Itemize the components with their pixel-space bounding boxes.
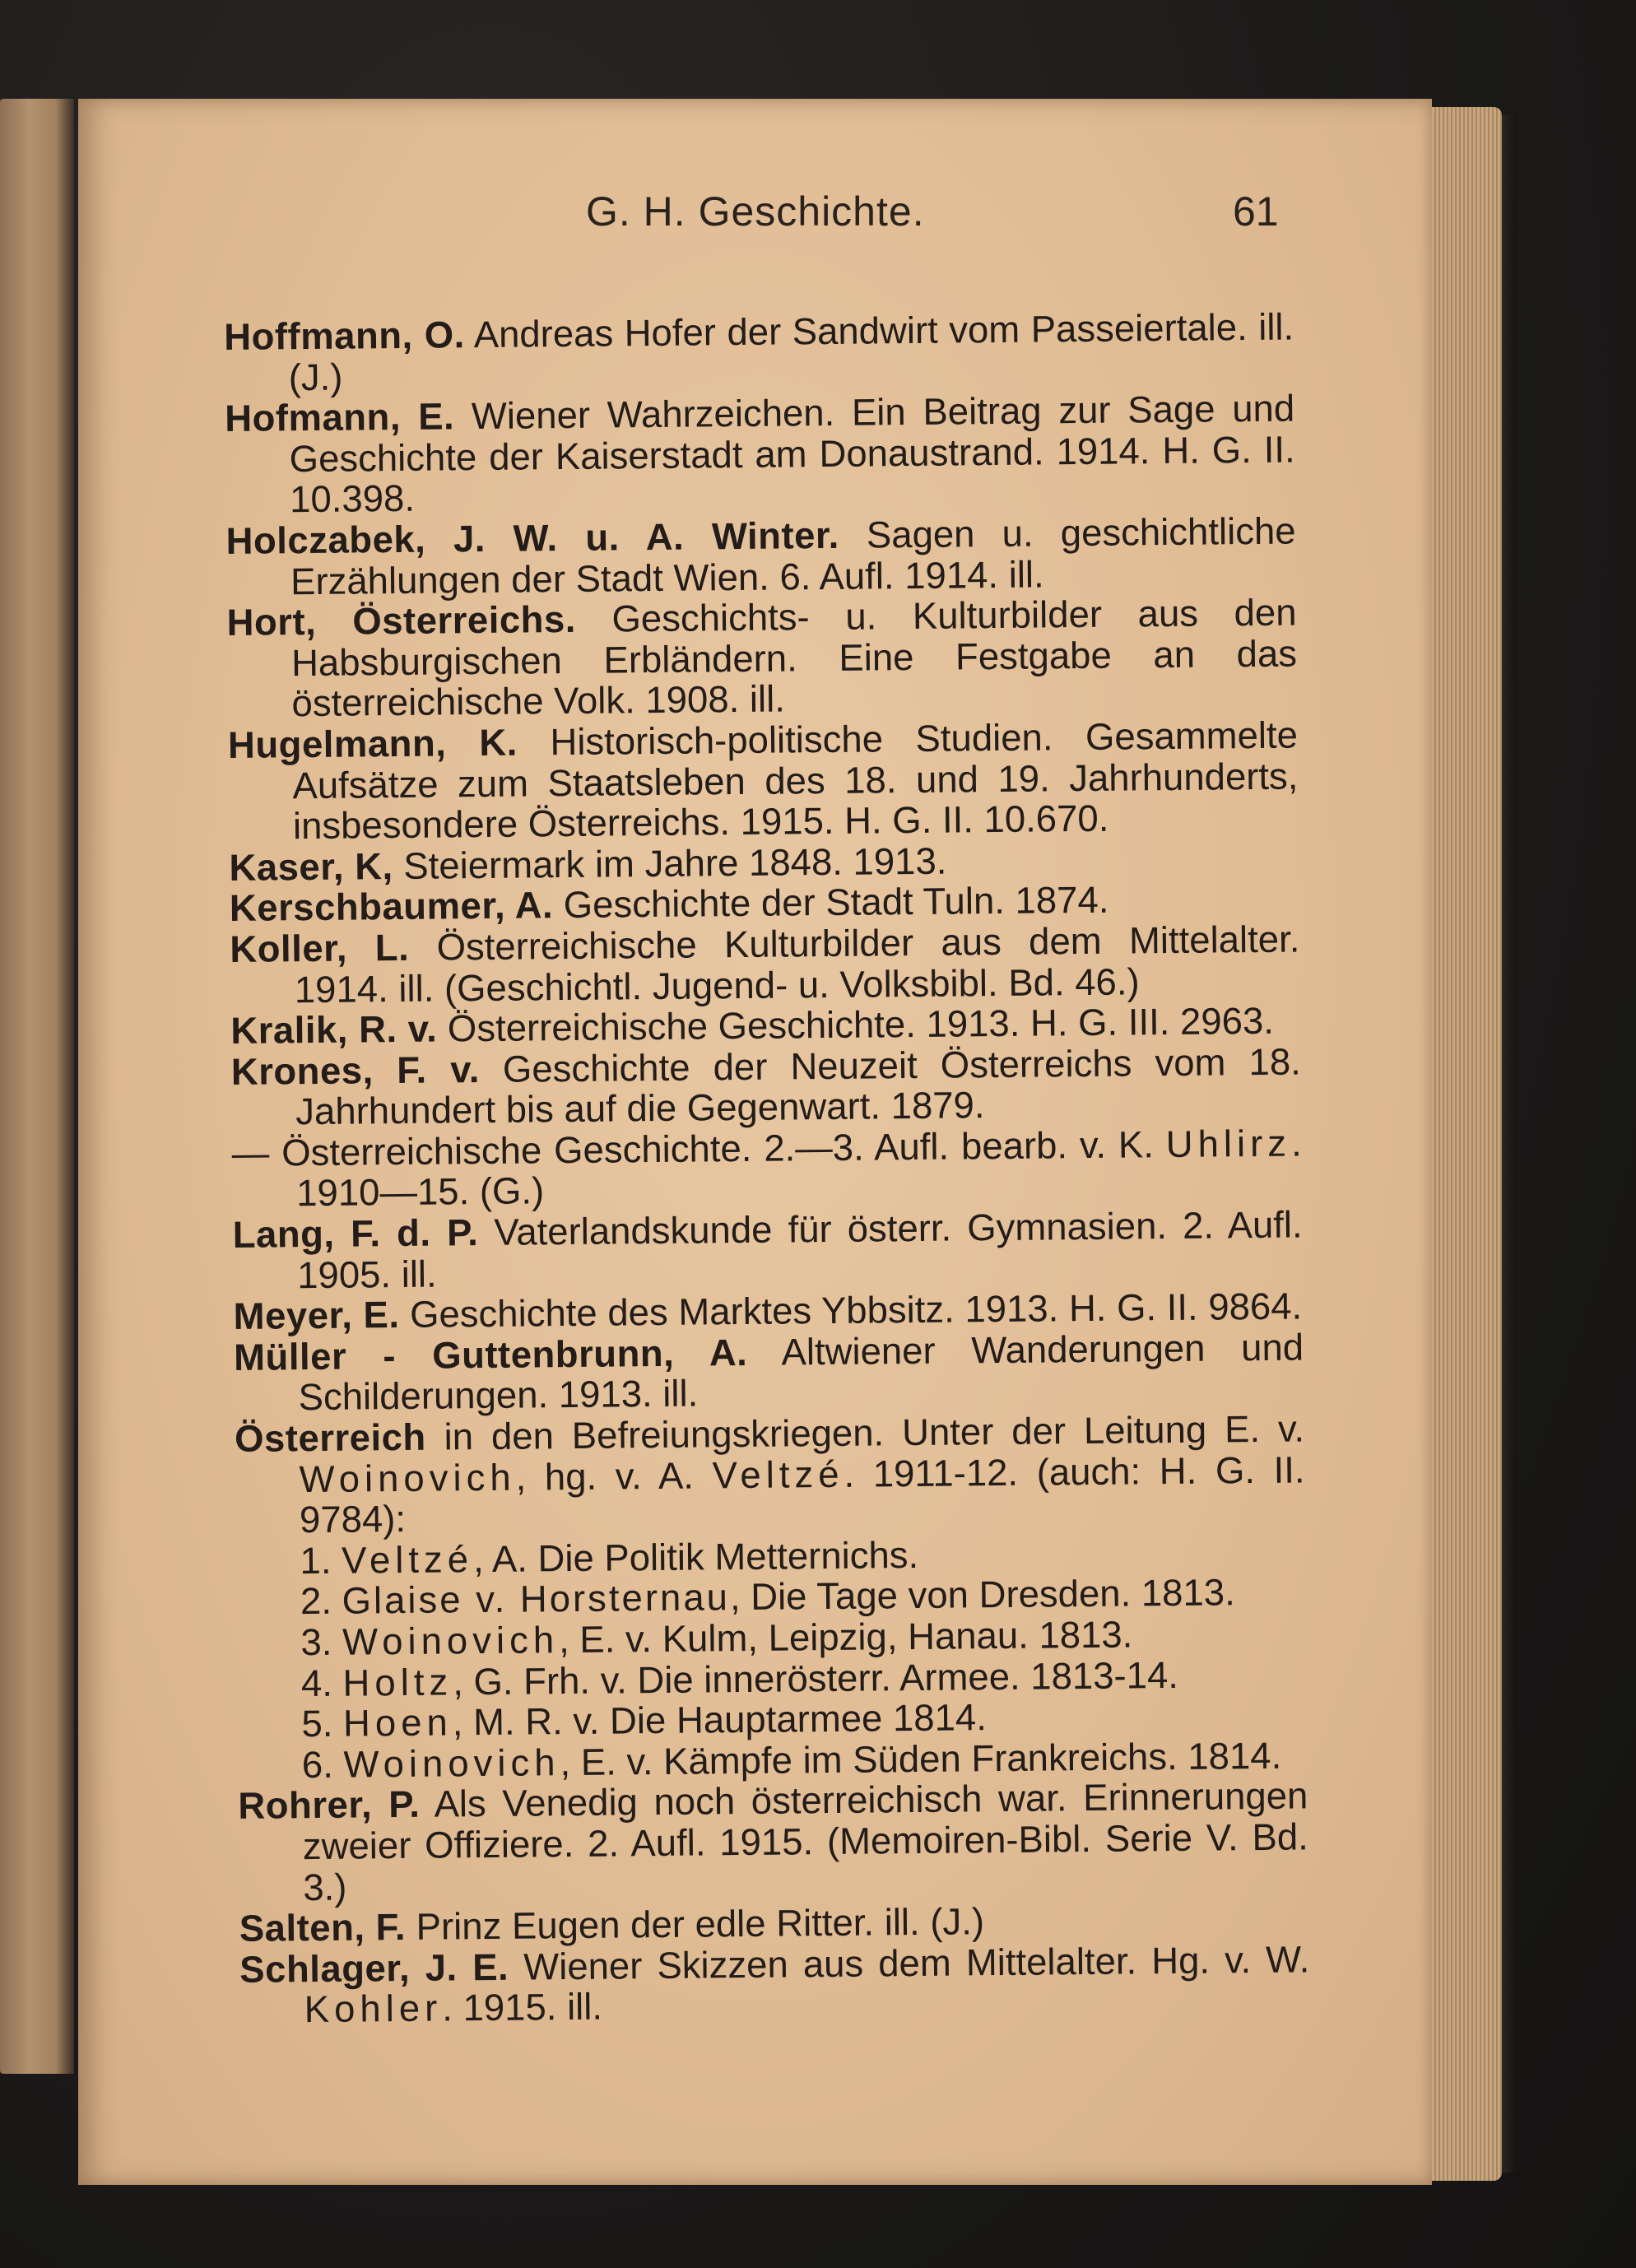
entry-schlager bbox=[239, 1939, 1310, 2031]
volume-number: 5. bbox=[301, 1702, 344, 1745]
page-edge-shadow bbox=[1502, 115, 1517, 2173]
entry-holczabek bbox=[225, 510, 1296, 602]
entry-editor: Uhlirz bbox=[1165, 1122, 1292, 1165]
entry-mueller-guttenbrunn bbox=[234, 1327, 1304, 1419]
entry-text: Prinz Eugen der edle Ritter. ill. (J.) bbox=[405, 1900, 985, 1949]
entry-editor: Woinovich bbox=[299, 1456, 516, 1500]
bibliography-list bbox=[224, 307, 1310, 2031]
previous-page-edge bbox=[0, 99, 74, 2074]
volume-title: , G. Frh. v. Die innerösterr. Armee. 1813-14. bbox=[452, 1653, 1179, 1703]
running-header bbox=[78, 188, 1432, 245]
entry-rohrer bbox=[238, 1776, 1308, 1908]
entry-author: Koller, L. bbox=[230, 926, 410, 970]
entry-text: Historisch-politische Studien. Gesammelte Aufsätze zum Staatsleben des 18. und 19. Jahrhunderts, insbesondere Österreichs. 1915. H. G. II. 10.670. bbox=[292, 713, 1299, 848]
entry-author: Kerschbaumer, A. bbox=[229, 884, 554, 930]
entry-text: Wiener Skizzen aus dem Mittelalter. Hg. v. W. bbox=[508, 1938, 1310, 1988]
entry-text: Steiermark im Jahre 1848. 1913. bbox=[393, 839, 947, 887]
page-title: G. H. Geschichte. bbox=[586, 188, 925, 235]
entry-oesterreich bbox=[235, 1408, 1305, 1541]
entry-author: Österreich bbox=[234, 1415, 426, 1460]
volume-author: Woinovich bbox=[343, 1741, 560, 1786]
volume-number: 6. bbox=[301, 1743, 344, 1786]
entry-author: Meyer, E. bbox=[233, 1294, 400, 1338]
entry-author: Krones, F. v. bbox=[230, 1048, 481, 1093]
entry-text: Geschichte der Neuzeit Österreichs vom 18. Jahrhundert bis auf die Gegenwart. 1879. bbox=[295, 1040, 1301, 1133]
entry-krones bbox=[231, 1041, 1302, 1133]
ditto-dash: — bbox=[231, 1132, 282, 1174]
entry-author: Kralik, R. v. bbox=[230, 1007, 438, 1053]
volume-author: Holtz bbox=[342, 1661, 453, 1704]
entry-author: Hoffmann, O. bbox=[223, 314, 465, 358]
entry-text: Geschichte der Stadt Tuln. 1874. bbox=[552, 879, 1109, 927]
entry-text: Vaterlandskunde für österr. Gymnasien. 2. Aufl. 1905. ill. bbox=[296, 1203, 1303, 1296]
entry-text: . 1910—15. (G.) bbox=[295, 1122, 1302, 1215]
entry-text: Österreichische Geschichte. 2.—3. Aufl. bearb. v. K. bbox=[281, 1122, 1166, 1174]
entry-author: Hugelmann, K. bbox=[227, 721, 518, 766]
entry-author: Müller - Guttenbrunn, A. bbox=[233, 1331, 748, 1378]
volume-number: 2. bbox=[300, 1580, 342, 1623]
volume-title: , Die Tage von Dresden. 1813. bbox=[729, 1571, 1235, 1619]
entry-hoffmann bbox=[224, 307, 1294, 399]
volume-title: , M. R. v. Die Hauptarmee 1814. bbox=[452, 1696, 988, 1744]
volume-title: , A. Die Politik Metternichs. bbox=[472, 1533, 919, 1580]
entry-text: Österreichische Kulturbilder aus dem Mittelalter. 1914. ill. (Geschichtl. Jugend- u. Volksbibl. Bd. 46.) bbox=[294, 918, 1300, 1011]
entry-text: Geschichts- u. Kulturbilder aus den Habsburgischen Erbländern. Eine Festgabe an das österreichische Volk. 1908. ill. bbox=[290, 591, 1298, 725]
entry-author: Rohrer, P. bbox=[238, 1783, 421, 1828]
volume-list bbox=[235, 1531, 1308, 1786]
entry-text: Sagen u. geschichtliche Erzählungen der Stadt Wien. 6. Aufl. 1914. ill. bbox=[290, 509, 1296, 602]
volume-number: 1. bbox=[300, 1539, 342, 1582]
volume-number: 4. bbox=[300, 1661, 343, 1704]
entry-author: Lang, F. d. P. bbox=[232, 1211, 479, 1257]
entry-krones-second bbox=[232, 1122, 1303, 1215]
page-number: 61 bbox=[1233, 188, 1279, 235]
entry-author: Kaser, K, bbox=[229, 844, 393, 889]
volume-title: , E. v. Kulm, Leipzig, Hanau. 1813. bbox=[558, 1613, 1133, 1661]
entry-author: Hofmann, E. bbox=[224, 395, 455, 440]
entry-text: Geschichte des Marktes Ybbsitz. 1913. H. G. II. 9864. bbox=[399, 1285, 1303, 1336]
volume-author: Woinovich bbox=[342, 1619, 560, 1663]
entry-hort bbox=[226, 593, 1297, 725]
entry-text: Als Venedig noch österreichisch war. Erinnerungen zweier Offiziere. 2. Aufl. 1915. (Memoiren-Bibl. Serie V. Bd. 3.) bbox=[302, 1774, 1309, 1908]
entry-editor: Veltzé bbox=[712, 1452, 844, 1496]
entry-text: Andreas Hofer der Sandwirt vom Passeiertale. ill. (J.) bbox=[288, 305, 1294, 398]
volume-author: Glaise v. Horsternau bbox=[342, 1576, 731, 1623]
entry-author: Schlager, J. E. bbox=[239, 1945, 509, 1991]
entry-lang bbox=[232, 1205, 1303, 1297]
entry-text: Wiener Wahrzeichen. Ein Beitrag zur Sage und Geschichte der Kaiserstadt am Donaustrand. 1914. H. G. II. 10.398. bbox=[289, 387, 1295, 521]
entry-koller bbox=[230, 918, 1300, 1011]
entry-editor: Kohler bbox=[304, 1987, 443, 2031]
entry-text: . 1911-12. (auch: H. G. II. 9784): bbox=[299, 1448, 1305, 1541]
volume-author: Veltzé bbox=[341, 1537, 474, 1582]
entry-text: Altwiener Wanderungen und Schilderungen. 1913. ill. bbox=[298, 1326, 1304, 1419]
entry-hugelmann bbox=[228, 714, 1299, 847]
entry-hofmann bbox=[225, 388, 1295, 521]
volume-number: 3. bbox=[300, 1620, 343, 1664]
volume-author: Hoen bbox=[342, 1701, 453, 1745]
page-stack-edge bbox=[1428, 107, 1502, 2181]
entry-author: Salten, F. bbox=[239, 1906, 407, 1950]
volume-title: , E. v. Kämpfe im Süden Frankreichs. 1814. bbox=[560, 1734, 1282, 1783]
entry-text: , hg. v. A. bbox=[515, 1453, 713, 1499]
entry-text: Österreichische Geschichte. 1913. H. G. III. 2963. bbox=[437, 999, 1275, 1050]
entry-author: Hort, Österreichs. bbox=[226, 598, 577, 644]
entry-text: . 1915. ill. bbox=[442, 1986, 603, 2029]
entry-text: in den Befreiungskriegen. Unter der Leitung E. v. bbox=[425, 1407, 1305, 1458]
entry-author: Holczabek, J. W. u. A. Winter. bbox=[225, 514, 839, 562]
